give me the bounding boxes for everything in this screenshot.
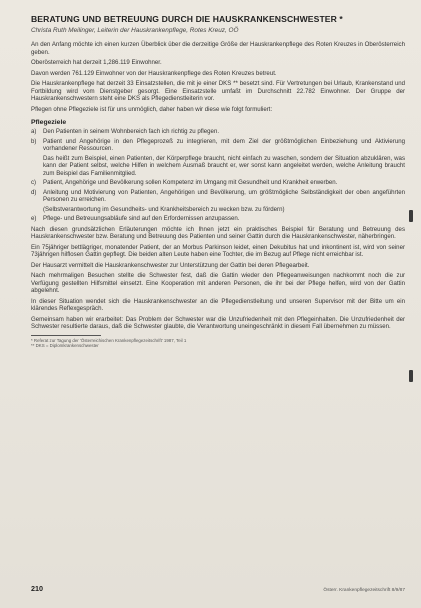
paragraph: Pflegen ohne Pflegeziele ist für uns unmöglich, daher haben wir diese wie folgt formuliert:	[31, 105, 273, 113]
paragraph: Nach diesen grundsätzlichen Erläuterungen möchte ich Ihnen jetzt ein praktisches Beispiel für Beratung und Betreuung des Hauskrankenschwester bzw. Beratung und Betreuung des Patienten und seiner Gattin durch die Hauskrankenschwester, näherbringen.	[31, 225, 405, 240]
paragraph: Davon werden 761.129 Einwohner von der Hauskrankenpflege des Roten Kreuzes betreut.	[31, 69, 277, 77]
list-item-label: b)	[31, 137, 37, 145]
page-edge-mark	[409, 210, 413, 222]
footnote: * Referat zur Tagung der 'Österreichischen Krankenpflegezeitschrift' 1987, Teil 1	[31, 337, 187, 343]
footnote: ** DKS = Diplomkrankenschwester	[31, 343, 99, 349]
list-item-label: a)	[31, 128, 37, 135]
intro-section	[31, 41, 405, 113]
list-item-text: Anleitung und Motivierung von Patienten, Angehörigen und Bevölkerung, um größtmögliche Selbständigkeit der oben angeführten Personen zu erreichen.	[43, 188, 405, 203]
footnote-divider	[31, 335, 101, 336]
list-item-label: c)	[31, 179, 37, 186]
list-item-text: Patient, Angehörige und Bevölkerung sollen Kompetenz im Umgang mit Gesundheit und Krankheit erwerben.	[43, 179, 338, 186]
journal-citation: Österr. Krankenpflegezeitschrift 8/9/87	[323, 588, 405, 593]
body-section	[31, 226, 405, 331]
list-item	[31, 138, 405, 153]
section-heading: Pflegeziele	[31, 119, 67, 126]
paragraph: Ein 75jähriger bettlägriger, monatender Patient, der an Morbus Parkinson leidet, einen Dekubitus hat und inkontinent ist, wird von seiner 73jährigen hilflosen Gattin gepflegt. Die beiden alten Leute haben eine Tochter, die im Bezug auf Pflege nicht erreichbar ist.	[31, 243, 405, 258]
list-item	[31, 128, 405, 136]
list-item-note: Das heißt zum Beispiel, einen Patienten, der Körperpflege braucht, nicht einfach zu waschen, sondern der Situation abzuklären, was kann der Patient selbst, welche Hilfen in welchem Ausmaß braucht er, wer sonst kann angeleitet werden, welche Anleitung braucht zum Beispiel das Familienmitglied.	[43, 154, 405, 177]
list-item	[31, 189, 405, 204]
list-item-text: Den Patienten in seinem Wohnbereich fach ich richtig zu pflegen.	[43, 128, 220, 135]
paragraph: Oberösterreich hat derzeit 1,286.119 Einwohner.	[31, 59, 162, 66]
list-item-label: d)	[31, 188, 37, 196]
paragraph: An den Anfang möchte ich einen kurzen Überblick über die derzeitige Größe der Hauskrankenpflege des Roten Kreuzes in Oberösterreich geben.	[31, 41, 405, 56]
paragraph: Nach mehrmaligen Besuchen stellte die Schwester fest, daß die Gattin wieder den Pflegeanweisungen nachkommt noch die zur Verfügung gestellten Hilfsmittel einsetzt. Eine Kooperation mit anderen Personen, die ihr bei der Pflege helfen, wird von der Gattin abgelehnt.	[31, 272, 405, 294]
list-item-text: Patient und Angehörige in den Pflegeprozeß zu integrieren, mit dem Ziel der größtmöglichen Einbeziehung und Aktivierung vorhandener Ressourcen.	[43, 137, 405, 152]
page-footer	[31, 584, 405, 593]
paragraph: Der Hausarzt vermittelt die Hauskrankenschwester zur Unterstützung der Gattin bei deren Pflegearbeit.	[31, 261, 310, 269]
list-item	[31, 215, 405, 223]
list-item-text: Pflege- und Betreuungsabläufe sind auf den Erfordernissen anzupassen.	[43, 215, 240, 222]
list-item-label: e)	[31, 215, 37, 222]
article-title: BERATUNG UND BETREUUNG DURCH DIE HAUSKRANKENSCHWESTER *	[31, 14, 343, 24]
page-number: 210	[31, 584, 43, 593]
paragraph: Die Hauskrankenpflege hat derzeit 33 Einsatzstellen, die mit je einer DKS ** besetzt sind. Für Vertretungen bei Urlaub, Krankenstand und Fortbildung wird vom Dienstgeber gesorgt. Eine Einsatzstelle umfaßt im Durchschnitt 22.782 Einwohner. Der Gruppe der Hauskrankenschwestern steht eine DKS als Pflegedienstleiterin vor.	[31, 80, 405, 102]
paragraph: Gemeinsam haben wir erarbeitet: Das Problem der Schwester war die Unzufriedenheit mit den Pflegeinhalten. Die Unzufriedenheit der Schwester resultierte daraus, daß die Schwester glaubte, die Verantwortung uneingeschränkt in diesem Fall übernehmen zu müssen.	[31, 315, 405, 330]
list-item	[31, 179, 405, 187]
page-edge-mark	[409, 370, 413, 382]
article-author: Christa Ruth Meilinger, Leiterin der Hauskrankenpflege, Rotes Kreuz, OÖ	[31, 27, 239, 34]
goals-list	[31, 128, 405, 223]
list-item-note: (Selbstverantwortung im Gesundheits- und Krankheitsbereich zu wecken bzw. zu fördern)	[43, 205, 285, 213]
paragraph: In dieser Situation wendet sich die Hauskrankenschwester an die Pflegedienstleitung und unseren Supervisor mit der Bitte um ein klärendes Reflexgespräch.	[31, 297, 405, 312]
